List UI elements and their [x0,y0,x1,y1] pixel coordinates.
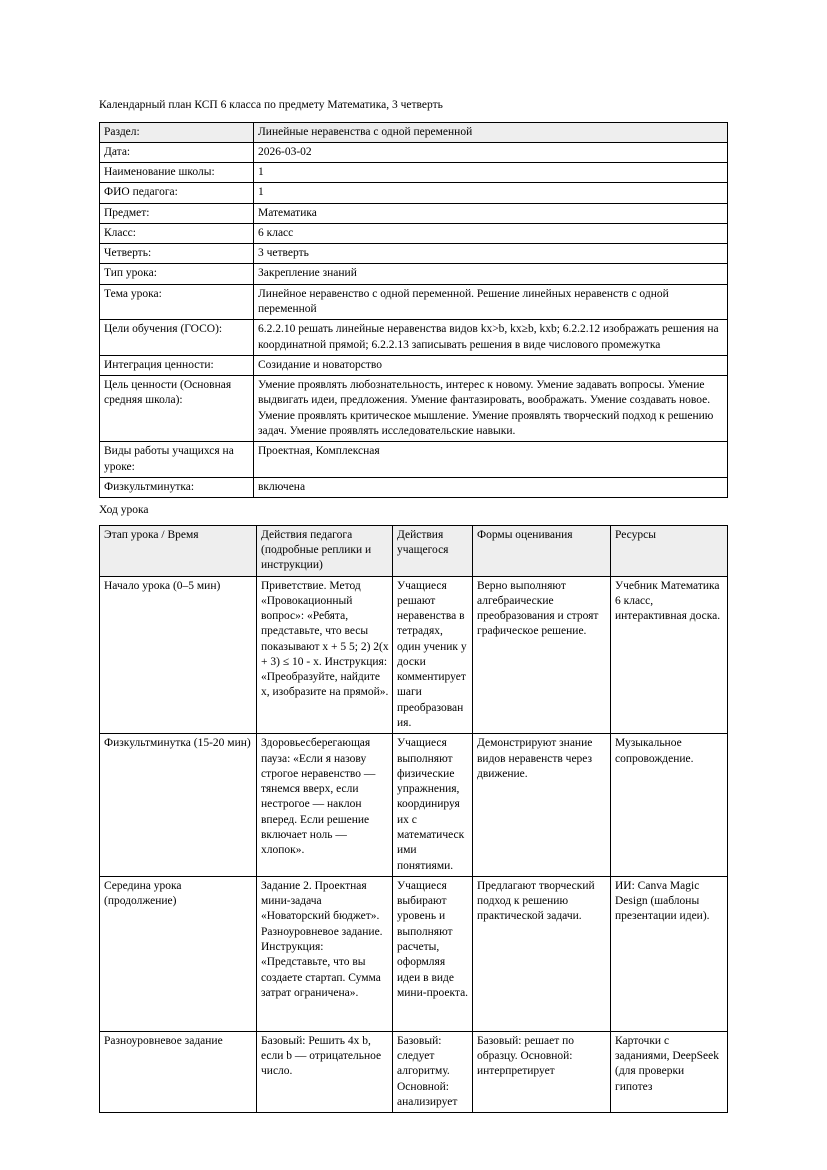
table-row [100,442,728,478]
info-value: Созидание и новаторство [254,355,728,375]
info-label: Физкультминутка: [100,477,254,497]
page-title: Календарный план КСП 6 класса по предмету Математика, 3 четверть [99,99,443,111]
cell-student-actions: Учащиеся решают неравенства в тетрадях, один ученик у доски комментирует шаги преобразования. [393,576,473,734]
cell-resources: Учебник Математика 6 класс, интерактивная доска. [611,576,728,734]
column-header-student-actions: Действия учащегося [393,525,473,576]
table-row [100,122,728,142]
info-value: Закрепление знаний [254,264,728,284]
info-label: Цель ценности (Основная средняя школа): [100,376,254,442]
cell-resources: Музыкальное сопровождение. [611,734,728,877]
column-header-stage: Этап урока / Время [100,525,257,576]
cell-resources: Карточки с заданиями, DeepSeek (для проверки гипотез [611,1031,728,1112]
table-row [100,576,728,734]
info-label: Наименование школы: [100,163,254,183]
info-label: Тема урока: [100,284,254,320]
info-value: 1 [254,183,728,203]
table-row [100,477,728,497]
table-row [100,320,728,356]
lesson-info-table [99,122,728,499]
table-row [100,264,728,284]
info-label: Раздел: [100,122,254,142]
table-row [100,734,728,877]
table-row [100,163,728,183]
info-value: Линейное неравенство с одной переменной. Решение линейных неравенств с одной переменной [254,284,728,320]
info-label: ФИО педагога: [100,183,254,203]
cell-stage: Разноуровневое задание [100,1031,257,1112]
table-row [100,142,728,162]
document-content [99,98,727,1113]
table-header-row [100,525,728,576]
table-row [100,203,728,223]
table-row [100,1031,728,1112]
cell-assessment: Верно выполняют алгебраические преобразования и строят графическое решение. [473,576,611,734]
info-label: Четверть: [100,244,254,264]
cell-stage: Середина урока (продолжение) [100,876,257,1031]
info-value: 6 класс [254,223,728,243]
lesson-flow-heading: Ход урока [99,504,149,517]
cell-student-actions: Учащиеся выбирают уровень и выполняют расчеты, оформляя идеи в виде мини-проекта. [393,876,473,1031]
column-header-assessment: Формы оценивания [473,525,611,576]
cell-teacher-actions: Задание 2. Проектная мини-задача «Новаторский бюджет». Разноуровневое задание. Инструкция: «Представьте, что вы создаете стартап. Сумма затрат ограничена». [257,876,393,1031]
column-header-resources: Ресурсы [611,525,728,576]
info-label: Предмет: [100,203,254,223]
info-value: 1 [254,163,728,183]
table-row [100,183,728,203]
info-value: Умение проявлять любознательность, интерес к новому. Умение задавать вопросы. Умение выдвигать идеи, предложения. Умение фантазировать, воображать. Умение создавать новое. Умение проявлять критическое мышление. Умение проявлять творческий подход к решению задач. Умение проявлять исследовательские навыки. [254,376,728,442]
cell-teacher-actions: Здоровьесберегающая пауза: «Если я назову строгое неравенство — тянемся вверх, если нестрогое — наклон вперед. Если решение включает ноль — хлопок». [257,734,393,877]
table-row [100,876,728,1031]
cell-teacher-actions: Базовый: Решить 4x b, если b — отрицательное число. [257,1031,393,1112]
info-value: 3 четверть [254,244,728,264]
cell-stage: Начало урока (0–5 мин) [100,576,257,734]
info-value: Линейные неравенства с одной переменной [254,122,728,142]
cell-student-actions: Базовый: следует алгоритму. Основной: анализирует [393,1031,473,1112]
column-header-teacher-actions: Действия педагога (подробные реплики и инструкции) [257,525,393,576]
cell-resources: ИИ: Canva Magic Design (шаблоны презентации идеи). [611,876,728,1031]
info-label: Виды работы учащихся на уроке: [100,442,254,478]
cell-assessment: Предлагают творческий подход к решению практической задачи. [473,876,611,1031]
info-value: Математика [254,203,728,223]
table-row [100,376,728,442]
info-label: Интеграция ценности: [100,355,254,375]
info-label: Цели обучения (ГОСО): [100,320,254,356]
cell-student-actions: Учащиеся выполняют физические упражнения, координируя их с математическими понятиями. [393,734,473,877]
table-row [100,355,728,375]
cell-teacher-actions: Приветствие. Метод «Провокационный вопрос»: «Ребята, представьте, что весы показывают x + 5 5; 2) 2(x + 3) ≤ 10 - x. Инструкция: «Преобразуйте, найдите x, изобразите на прямой». [257,576,393,734]
info-label: Дата: [100,142,254,162]
lesson-flow-table [99,525,728,1114]
cell-assessment: Базовый: решает по образцу. Основной: интерпретирует [473,1031,611,1112]
info-label: Класс: [100,223,254,243]
cell-assessment: Демонстрируют знание видов неравенств через движение. [473,734,611,877]
info-label: Тип урока: [100,264,254,284]
info-value: 2026-03-02 [254,142,728,162]
info-value: 6.2.2.10 решать линейные неравенства видов kx>b, kx≥b, kxb; 6.2.2.12 изображать решения на координатной прямой; 6.2.2.13 записывать решения в виде числового промежутка [254,320,728,356]
info-value: включена [254,477,728,497]
info-value: Проектная, Комплексная [254,442,728,478]
table-row [100,244,728,264]
table-row [100,223,728,243]
cell-stage: Физкультминутка (15-20 мин) [100,734,257,877]
table-row [100,284,728,320]
